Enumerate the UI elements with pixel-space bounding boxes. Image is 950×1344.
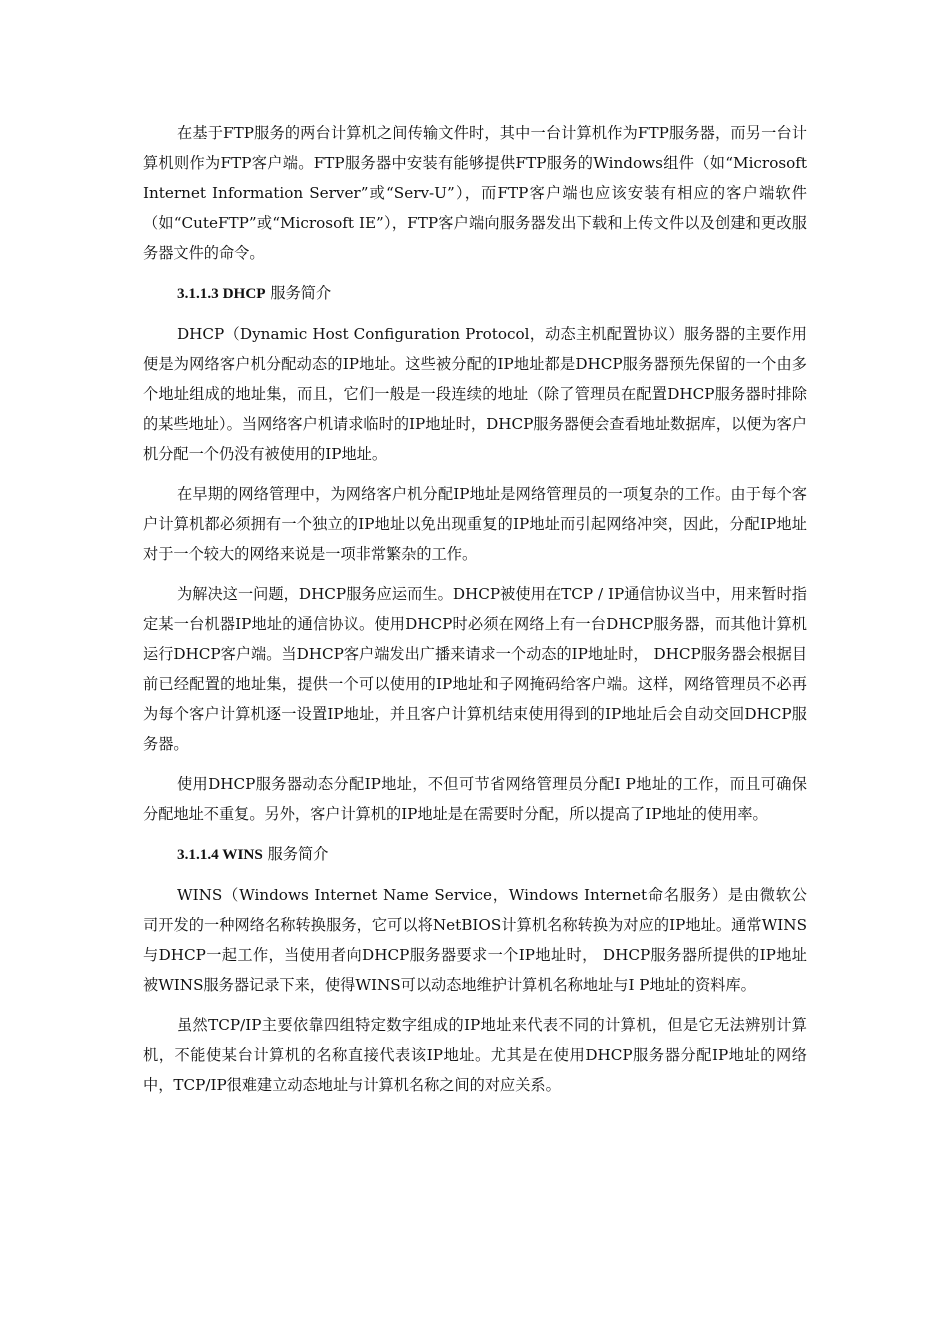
- paragraph-ftp-intro: 在基于FTP服务的两台计算机之间传输文件时，其中一台计算机作为FTP服务器，而另一台计算机则作为FTP客户端。FTP服务器中安装有能够提供FTP服务的Windows组件（如“Microsoft Internet Information Server”或“Serv-U”），而FTP客户端也应该安装有相应的客户端软件（如“CuteFTP”或“Microsoft IE”），FTP客户端向服务器发出下载和上传文件以及创建和更改服务器文件的命令。: [143, 124, 807, 262]
- paragraph-dhcp-3: 为解决这一问题，DHCP服务应运而生。DHCP被使用在TCP / IP通信协议当中，用来暂时指定某一台机器IP地址的通信协议。使用DHCP时必须在网络上有一台DHCP服务器，而其他计算机运行DHCP客户端。当DHCP客户端发出广播来请求一个动态的IP地址时， DHCP服务器会根据目前已经配置的地址集，提供一个可以使用的IP地址和子网掩码给客户端。这样，网络管理员不必再为每个客户计算机逐一设置IP地址，并且客户计算机结束使用得到的IP地址后会自动交回DHCP服务器。: [143, 585, 808, 753]
- paragraph-dhcp-2: 在早期的网络管理中，为网络客户机分配IP地址是网络管理员的一项复杂的工作。由于每个客户计算机都必须拥有一个独立的IP地址以免出现重复的IP地址而引起网络冲突，因此，分配IP地址对于一个较大的网络来说是一项非常繁杂的工作。: [143, 485, 807, 563]
- section-number-wins: 3.1.1.4 WINS: [177, 846, 263, 863]
- paragraph-wins-1: WINS（Windows Internet Name Service，Windows Internet命名服务）是由微软公司开发的一种网络名称转换服务，它可以将NetBIOS计算机名称转换为对应的IP地址。通常WINS与DHCP一起工作，当使用者向DHCP服务器要求一个IP地址时， DHCP服务器所提供的IP地址被WINS服务器记录下来，使得WINS可以动态地维护计算机名称地址与I P地址的资料库。: [143, 886, 807, 994]
- document-page: [143, 118, 807, 1110]
- paragraph-dhcp-4: 使用DHCP服务器动态分配IP地址，不但可节省网络管理员分配I P地址的工作，而且可确保分配地址不重复。另外，客户计算机的IP地址是在需要时分配，所以提高了IP地址的使用率。: [143, 775, 807, 823]
- paragraph-wins-2: 虽然TCP/IP主要依靠四组特定数字组成的IP地址来代表不同的计算机，但是它无法辨别计算机，不能使某台计算机的名称直接代表该IP地址。尤其是在使用DHCP服务器分配IP地址的网络中，TCP/IP很难建立动态地址与计算机名称之间的对应关系。: [143, 1016, 807, 1094]
- section-title-wins: 服务简介: [262, 845, 329, 863]
- paragraph-dhcp-1: DHCP（Dynamic Host Configuration Protocol，动态主机配置协议）服务器的主要作用便是为网络客户机分配动态的IP地址。这些被分配的IP地址都是DHCP服务器预先保留的一个由多个地址组成的地址集，而且，它们一般是一段连续的地址（除了管理员在配置DHCP服务器时排除的某些地址）。当网络客户机请求临时的IP地址时，DHCP服务器便会查看地址数据库，以便为客户机分配一个仍没有被使用的IP地址。: [143, 325, 807, 463]
- section-title-dhcp: 服务简介: [265, 284, 332, 302]
- section-heading-wins: [143, 839, 807, 870]
- section-number-dhcp: 3.1.1.3 DHCP: [177, 285, 266, 302]
- section-heading-dhcp: [143, 278, 807, 309]
